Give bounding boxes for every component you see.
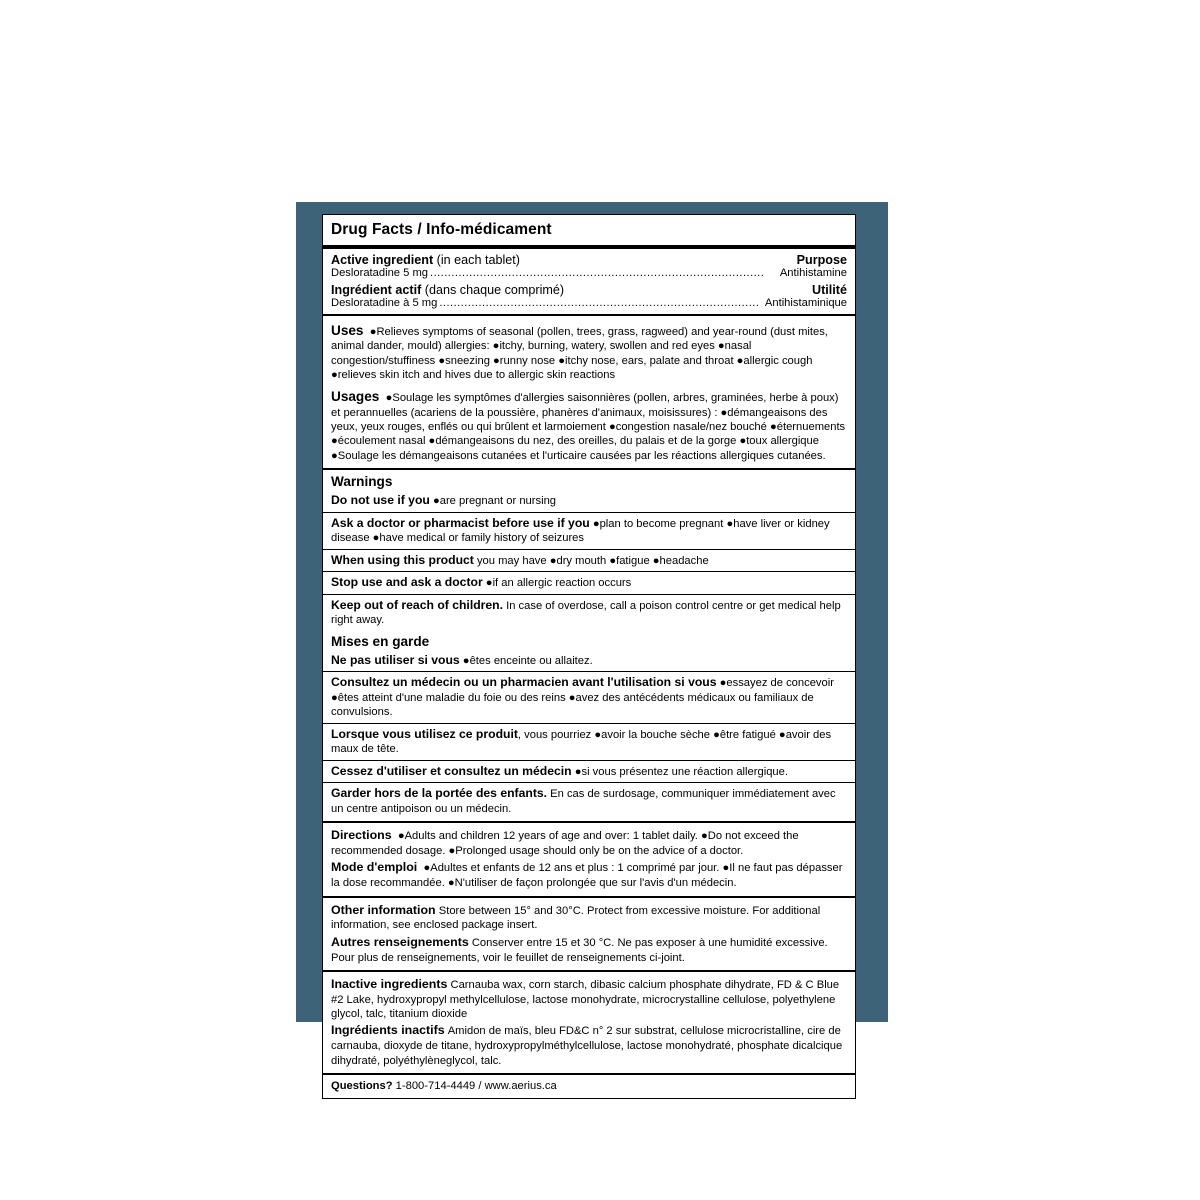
purpose-heading-en: Purpose xyxy=(796,253,847,267)
inactive-ingredients-text-en: Inactive ingredients Carnauba wax, corn starch, dibasic calcium phosphate dihydrate, FD & C Blue #2 Lake, hydroxypropyl methylcellulose, lactose monohydrate, microcrystalline cellulose, polyethylene glycol, talc, titanium dioxide xyxy=(331,976,840,1021)
questions-heading: Questions? xyxy=(331,1080,393,1093)
directions-section-en xyxy=(323,823,855,860)
purpose-heading-fr: Utilité xyxy=(812,283,847,297)
uses-text-en: Uses ●Relieves symptoms of seasonal (pollen, trees, grass, ragweed) and year-round (dust mites, animal dander, mould) allergies: ●itchy, burning, watery, swollen and red eyes ●nasal congestion/stuffiness ●sneezing ●runny nose ●itchy nose, ears, palate and throat ●allergic cough ●relieves skin itch and hives due to allergic skin reactions xyxy=(331,323,828,382)
other-information-section-fr xyxy=(323,935,855,972)
drug-facts-label xyxy=(322,214,856,1099)
warning-item-3-fr: Cessez d'utiliser et consultez un médecin ●si vous présentez une réaction allergique. xyxy=(323,761,855,784)
active-ingredient-heading-row-fr xyxy=(331,283,847,297)
directions-text-fr: Mode d'emploi ●Adultes et enfants de 12 ans et plus : 1 comprimé par jour. ●Il ne faut pas dépasser la dose recommandée. ●N'utiliser de façon prolongée que sur l'avis d'un médecin. xyxy=(331,860,843,890)
warning-item-1-fr: Consultez un médecin ou un pharmacien avant l'utilisation si vous ●essayez de concevoir ●êtes atteint d'une maladie du foie ou des reins ●avez des antécédents médicaux ou familiaux de convulsions. xyxy=(323,672,855,723)
warning-item-4-en: Keep out of reach of children. In case of overdose, call a poison control centre or get medical help right away. xyxy=(331,597,841,627)
other-information-section-en xyxy=(323,898,855,935)
active-ingredient-purpose-fr: Antihistaminique xyxy=(764,297,847,309)
warnings-heading-fr: Mises en garde xyxy=(331,633,430,649)
other-information-text-en: Other information Store between 15° and 30°C. Protect from excessive moisture. For additional information, see enclosed package insert. xyxy=(331,902,821,932)
other-information-text-fr: Autres renseignements Conserver entre 15 et 30 °C. Ne pas exposer à une humidité excessive. Pour plus de renseignements, voir le feuillet de renseignements ci-joint. xyxy=(331,934,828,964)
label-title: Drug Facts / Info-médicament xyxy=(323,215,855,249)
active-ingredient-heading-row-en xyxy=(331,253,847,267)
warning-item-2-en: When using this product you may have ●dry mouth ●fatigue ●headache xyxy=(323,550,855,573)
uses-text-fr: Usages ●Soulage les symptômes d'allergies saisonnières (pollen, arbres, graminées, herbe à poux) et perannuelles (acariens de la poussière, phanères d'animaux, moisissures) : ●démangeaisons des yeux, yeux rouges, enflés ou qui brûlent et larmoiement ●congestion nasale/nez bouché ●éternuements ●écoulement nasal ●démangeaisons du nez, des oreilles, du palais et de la gorge ●toux allergique ●Soulage les démangeaisons cutanées et l'urticaire causées par les réactions allergiques cutanées. xyxy=(331,389,846,462)
dot-leader: .......................................................................................... xyxy=(439,297,760,309)
active-ingredient-name-en: Desloratadine 5 mg xyxy=(331,267,429,279)
active-ingredient-purpose-en: Antihistamine xyxy=(779,267,847,279)
warnings-heading-en: Warnings xyxy=(331,474,393,490)
questions-section[interactable] xyxy=(323,1075,855,1098)
active-ingredient-heading-fr: Ingrédient actif (dans chaque comprimé) xyxy=(331,283,565,297)
inactive-ingredients-section-fr xyxy=(323,1023,855,1075)
warning-item-2-fr: Lorsque vous utilisez ce produit, vous pourriez ●avoir la bouche sèche ●être fatigué ●avoir des maux de tête. xyxy=(323,724,855,761)
active-ingredient-name-fr: Desloratadine à 5 mg xyxy=(331,297,438,309)
warning-item-4-fr: Garder hors de la portée des enfants. En cas de surdosage, communiquer immédiatement avec un centre antipoison ou un médecin. xyxy=(323,783,855,823)
active-ingredient-heading-en: Active ingredient (in each tablet) xyxy=(331,253,520,267)
active-ingredient-section-fr xyxy=(323,281,855,316)
active-ingredient-section-en xyxy=(323,249,855,281)
warning-item-3-en: Stop use and ask a doctor ●if an allergic reaction occurs xyxy=(323,572,855,595)
directions-section-fr xyxy=(323,860,855,897)
uses-section-fr xyxy=(323,386,855,470)
warning-item-0-fr: Ne pas utiliser si vous ●êtes enceinte ou allaitez. xyxy=(323,650,855,673)
active-ingredient-line-fr xyxy=(331,297,847,309)
directions-text-en: Directions ●Adults and children 12 years of age and over: 1 tablet daily. ●Do not exceed the recommended dosage. ●Prolonged usage should only be on the advice of a doctor. xyxy=(331,828,799,858)
uses-section-en xyxy=(323,316,855,386)
warning-item-0-en: Do not use if you ●are pregnant or nursing xyxy=(323,490,855,513)
questions-contact[interactable]: 1-800-714-4449 / www.aerius.ca xyxy=(392,1080,557,1093)
inactive-ingredients-section-en xyxy=(323,972,855,1024)
dot-leader: .............................................................................................. xyxy=(430,267,765,279)
inactive-ingredients-text-fr: Ingrédients inactifs Amidon de maïs, bleu FD&C n° 2 sur substrat, cellulose microcristalline, cire de carnauba, dioxyde de titane, hydroxypropylméthylcellulose, lactose monohydraté, phosphate dicalcique dihydraté, polyéthylèneglycol, talc. xyxy=(331,1023,843,1067)
warning-item-1-en: Ask a doctor or pharmacist before use if you ●plan to become pregnant ●have liver or kidney disease ●have medical or family history of seizures xyxy=(323,513,855,550)
active-ingredient-line-en xyxy=(331,267,847,279)
